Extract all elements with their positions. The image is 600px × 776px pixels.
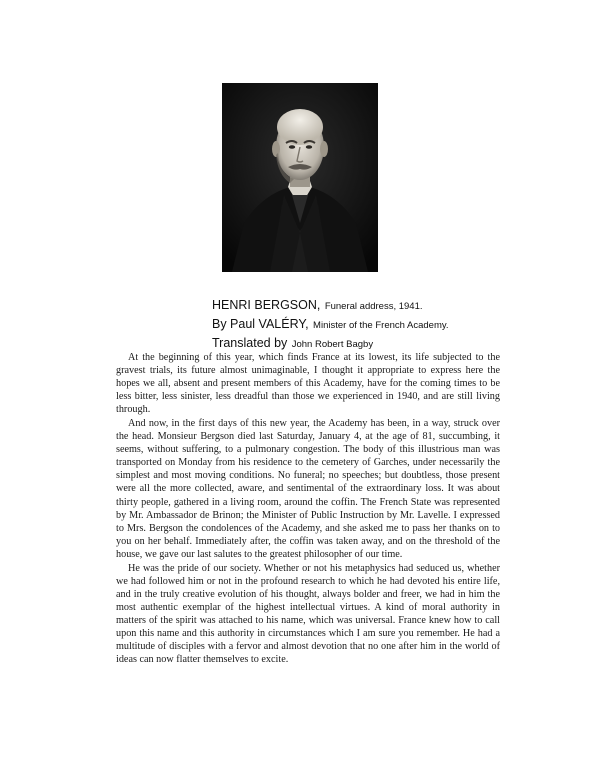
article-body xyxy=(116,351,500,667)
subject-detail: Funeral address, 1941. xyxy=(324,301,423,312)
portrait-illustration xyxy=(222,83,378,272)
subject-name: HENRI BERGSON, xyxy=(212,298,321,312)
paragraph: And now, in the first days of this new year, the Academy has been, in a way, struck over the head. Monsieur Bergson died last Saturday, January 4, at the age of 81, succumbing, it seems, without suffering, to a pulmonary congestion. The body of this illustrious man was transported on Monday from his residence to the cemetery of Garches, under necessarily the simplest and most moving conditions. No funeral; no speeches; but doubtless, those present were all the more collected, aware, and sentimental of the extraordinary loss. It was about thirty people, gathered in a living room, around the coffin. The French State was represented by Mr. Ambassador de Brinon; the Minister of Public Instruction by Mr. Lavelle. I expressed to Mrs. Bergson the condolences of the Academy, and she asked me to pass her thanks on to you on her behalf. Immediately after, the coffin was taken away, and on the threshold of the house, we gave our last salutes to the greatest philosopher of our time. xyxy=(116,418,500,560)
title-block xyxy=(212,296,542,353)
translator-name: John Robert Bagby xyxy=(291,339,374,350)
author-detail: Minister of the French Academy. xyxy=(313,320,449,331)
paragraph: He was the pride of our society. Whether or not his metaphysics had seduced us, whether we had followed him or not in the profound research to which he had devoted his entire life, and in the truly creative evolution of his thought, always bolder and freer, we had in him the most authentic exemplar of the highest intellectual virtues. A kind of moral authority in matters of the spirit was attached to his name, which was universal. France knew how to call upon this name and this authority in circumstances which I am sure you remember. He had a multitude of disciples with a fervor and almost devotion that no one after him in the world of ideas can now flatter themselves to excite. xyxy=(116,562,500,666)
paragraph: At the beginning of this year, which finds France at its lowest, its life subjected to the gravest trials, its future almost unimaginable, I thought it appropriate to express here the hopes we all, absent and present members of this Academy, have for the coming times to be less bitter, less sinister, less dreadful than those we experienced in 1940, and are still living through. xyxy=(116,352,500,416)
portrait-photo xyxy=(222,83,378,272)
author-line xyxy=(212,315,542,334)
author-name: By Paul VALÉRY, xyxy=(212,317,309,331)
translator-label: Translated by xyxy=(212,336,288,350)
title-line xyxy=(212,296,542,315)
